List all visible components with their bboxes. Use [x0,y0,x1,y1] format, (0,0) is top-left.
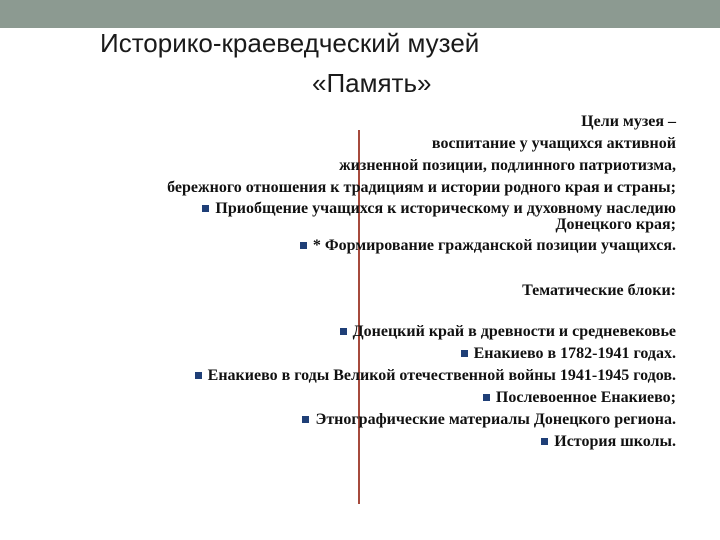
list-item [461,345,676,363]
list-item-text: Енакиево в годы Великой отечественной войны 1941-1945 годов. [207,367,676,384]
square-bullet-icon [302,416,309,423]
square-bullet-icon [483,394,490,401]
list-item [541,433,676,451]
list-item-text: История школы. [554,433,676,450]
square-bullet-icon [300,242,307,249]
list-item [340,323,676,341]
goals-line: бережного отношения к традициям и истории родного края и страны; [167,179,676,196]
list-item [195,367,676,385]
list-item [483,389,676,407]
goals-heading: Цели музея – [581,113,676,130]
square-bullet-icon [541,438,548,445]
top-bar [0,0,720,28]
list-item-text: Енакиево в 1782-1941 годах. [473,345,676,362]
goals-line: Донецкого края; [555,216,676,233]
goals-line: жизненной позиции, подлинного патриотизма, [339,157,676,174]
list-item-text: Донецкий край в древности и средневековье [352,323,676,340]
page-subtitle: «Память» [312,68,432,98]
goals-bullet-line [300,237,676,255]
list-item-text: Послевоенное Енакиево; [495,389,676,406]
square-bullet-icon [461,350,468,357]
square-bullet-icon [202,205,209,212]
goals-line-text: Приобщение учащихся к историческому и духовному наследию [215,200,676,217]
page-title: Историко-краеведческий музей [100,28,480,58]
goals-line-text: * Формирование гражданской позиции учащихся. [312,237,676,254]
blocks-heading: Тематические блоки: [522,282,676,299]
square-bullet-icon [195,372,202,379]
list-item-text: Этнографические материалы Донецкого региона. [315,411,676,428]
list-item [302,411,676,429]
square-bullet-icon [340,328,347,335]
goals-line: воспитание у учащихся активной [431,135,676,152]
